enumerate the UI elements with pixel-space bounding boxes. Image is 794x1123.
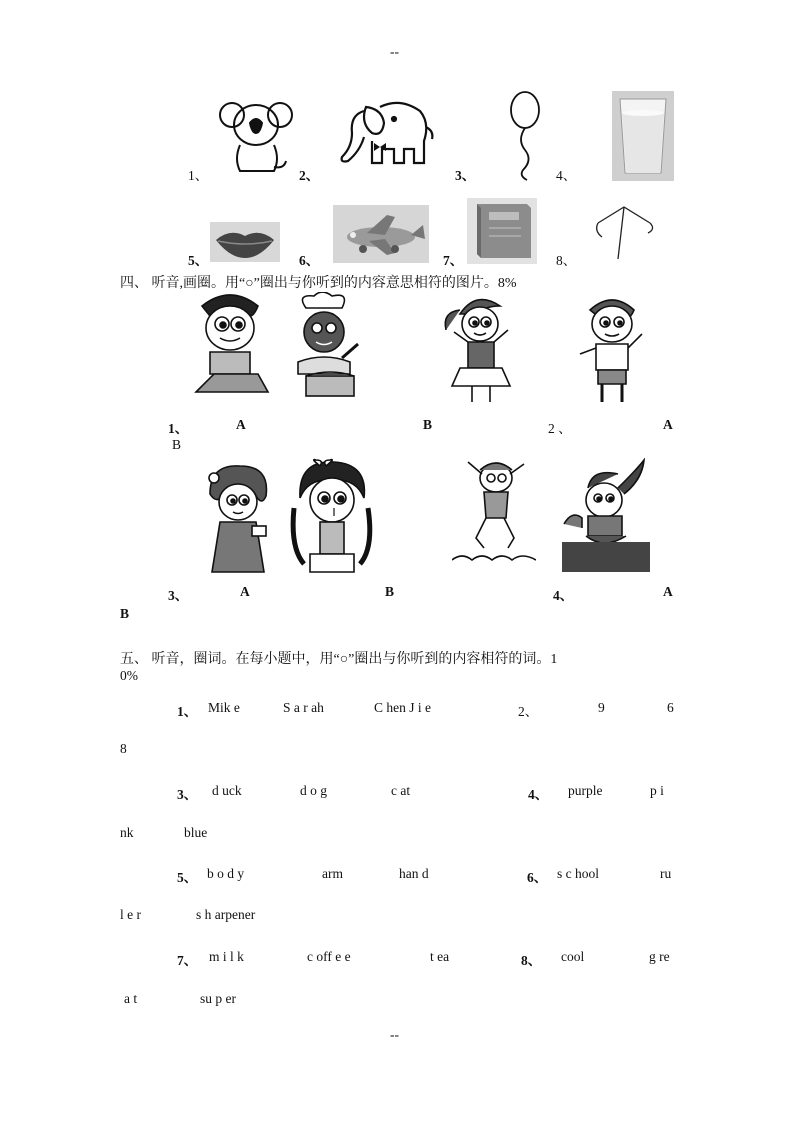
picture-number-6: 6、: [299, 253, 320, 268]
balloon-drawing-icon: [505, 90, 545, 182]
word-option-duck[interactable]: d uck: [212, 783, 242, 798]
section5-title-line2: 0%: [120, 668, 138, 683]
word-option-dog[interactable]: d o g: [300, 783, 327, 798]
word-option-great-start[interactable]: g re: [649, 949, 670, 964]
word-option-hand[interactable]: han d: [399, 866, 429, 881]
lips-photo-icon: [210, 222, 280, 262]
word-option-8[interactable]: 8: [120, 741, 127, 756]
question-2-option-b[interactable]: B: [172, 437, 182, 452]
word-question-1-number: 1、: [177, 704, 198, 719]
word-option-chen-jie[interactable]: C hen J i e: [374, 700, 431, 715]
question-4-option-a[interactable]: A: [663, 584, 673, 599]
word-option-super[interactable]: su p er: [200, 991, 236, 1006]
word-option-cool[interactable]: cool: [561, 949, 585, 964]
question-3-number: 3、: [168, 588, 189, 603]
word-question-4-number: 4、: [528, 787, 549, 802]
word-option-9[interactable]: 9: [598, 700, 605, 715]
picture-number-3: 3、: [455, 168, 476, 183]
question-3-option-a[interactable]: A: [240, 584, 250, 599]
word-option-pink-start[interactable]: p i: [650, 783, 664, 798]
word-option-tea[interactable]: t ea: [430, 949, 450, 964]
question-1-number: 1、: [168, 421, 189, 436]
girl-sitting-grass-icon: [562, 458, 650, 572]
kite-drawing-icon: [588, 205, 660, 261]
picture-number-7: 7、: [443, 253, 464, 268]
question-3-option-b[interactable]: B: [385, 584, 395, 599]
word-option-school[interactable]: s c hool: [557, 866, 599, 881]
word-option-cat[interactable]: c at: [391, 783, 411, 798]
section4-title: 四、 听音,画圈。用“○”圈出与你听到的内容意思相符的图片。8%: [120, 276, 517, 291]
question-4-option-b[interactable]: B: [120, 606, 130, 621]
question-2-option-a[interactable]: A: [663, 417, 673, 432]
question-1-option-a[interactable]: A: [236, 417, 246, 432]
word-question-5-number: 5、: [177, 870, 198, 885]
word-question-7-number: 7、: [177, 953, 198, 968]
word-option-body[interactable]: b o d y: [207, 866, 245, 881]
chef-boy-cake-icon: [284, 292, 366, 404]
picture-number-5: 5、: [188, 253, 209, 268]
word-option-ruler-end[interactable]: l e r: [120, 907, 141, 922]
boy-sitting-icon: [192, 292, 270, 402]
boy-pointing-icon: [572, 290, 652, 408]
boy-jumping-icon: [452, 460, 536, 568]
word-option-milk[interactable]: m i l k: [209, 949, 244, 964]
word-option-purple[interactable]: purple: [568, 783, 603, 798]
koala-drawing-icon: [218, 95, 294, 177]
word-option-pink-end[interactable]: nk: [120, 825, 134, 840]
word-option-sharpener[interactable]: s h arpener: [196, 907, 256, 922]
airplane-toy-photo-icon: [333, 205, 429, 263]
picture-number-8: 8、: [556, 253, 577, 268]
word-option-great-end[interactable]: a t: [124, 991, 138, 1006]
word-option-arm[interactable]: arm: [322, 866, 343, 881]
word-option-mike[interactable]: Mik e: [208, 700, 240, 715]
footer-mark: --: [390, 1027, 399, 1042]
word-question-6-number: 6、: [527, 870, 548, 885]
header-mark: --: [390, 44, 399, 59]
girl-with-juice-icon: [290, 458, 374, 576]
question-2-number: 2 、: [548, 421, 572, 436]
elephant-drawing-icon: [340, 97, 440, 171]
picture-number-4: 4、: [556, 168, 577, 183]
word-option-6[interactable]: 6: [667, 700, 674, 715]
word-question-8-number: 8、: [521, 953, 542, 968]
word-question-2-number: 2、: [518, 704, 539, 719]
picture-number-2: 2、: [299, 168, 320, 183]
book-photo-icon: [467, 198, 537, 264]
milk-glass-photo-icon: [612, 91, 674, 181]
word-option-sarah[interactable]: S a r ah: [283, 700, 324, 715]
question-1-option-b[interactable]: B: [423, 417, 433, 432]
word-question-3-number: 3、: [177, 787, 198, 802]
girl-waving-icon: [440, 290, 522, 408]
word-option-blue[interactable]: blue: [184, 825, 208, 840]
girl-with-cup-icon: [200, 464, 276, 576]
question-4-number: 4、: [553, 588, 574, 603]
word-option-coffee[interactable]: c off e e: [307, 949, 351, 964]
word-option-ruler-start[interactable]: ru: [660, 866, 672, 881]
picture-number-1: 1、: [188, 168, 209, 183]
section5-title-line1: 五、 听音，圈词。在每小题中，用“○”圈出与你听到的内容相符的词。1: [120, 652, 558, 667]
